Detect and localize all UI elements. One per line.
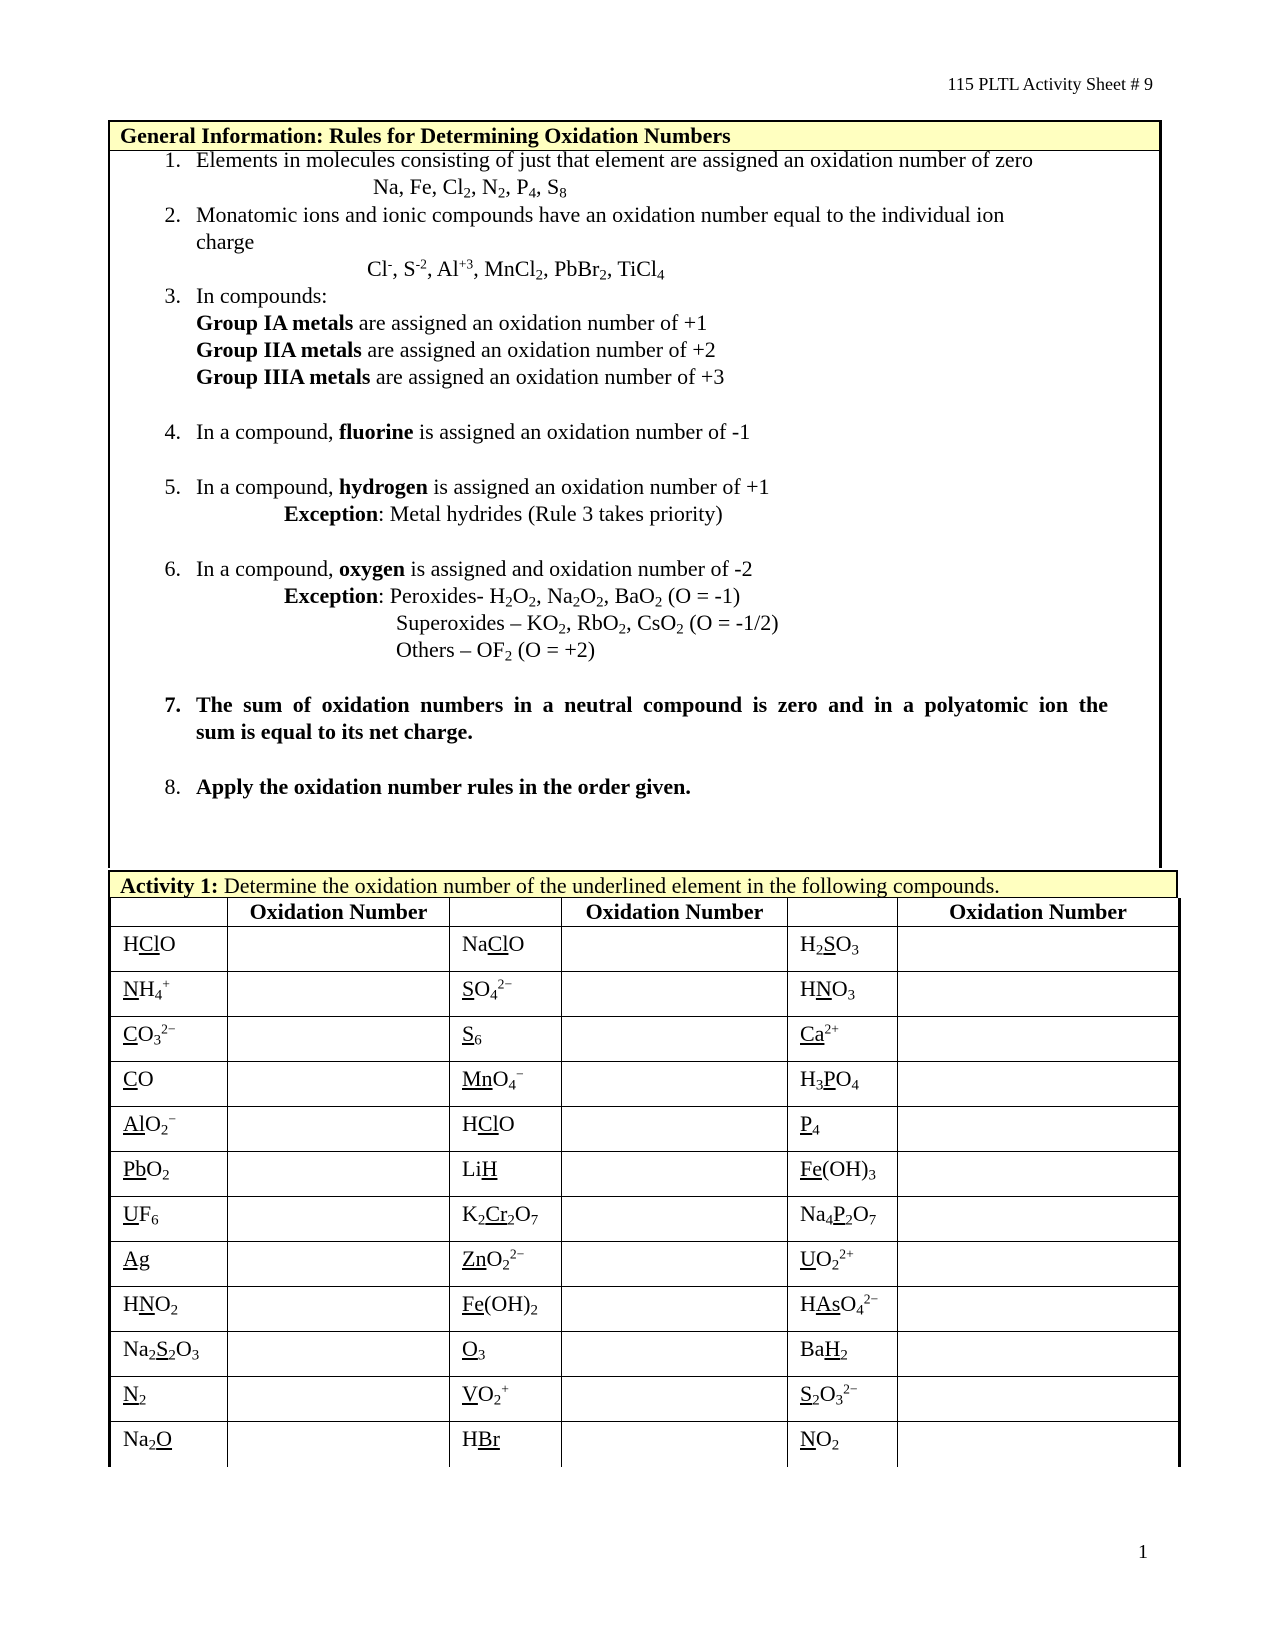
table-row — [110, 1422, 1180, 1467]
table-row — [110, 1107, 1180, 1152]
answer-cell[interactable] — [898, 1422, 1180, 1467]
activity-title: Activity 1: Determine the oxidation number of the underlined element in the following compounds. — [108, 870, 1178, 898]
column-header: Oxidation Number — [228, 898, 450, 927]
compound: $Ca^{2+}$ — [788, 1017, 898, 1062]
compound: HAsO$_4^{2-}$ — [788, 1287, 898, 1332]
answer-cell[interactable] — [898, 1287, 1180, 1332]
answer-cell[interactable] — [562, 1107, 788, 1152]
table-row — [110, 1017, 1180, 1062]
answer-cell[interactable] — [228, 1017, 450, 1062]
general-info-section: General Information: Rules for Determining Oxidation Numbers 1. Elements in molecules consisting of just that element are assigned an oxidation number of zero Na, Fe, $Cl_2$, $N_2$, $P_4$, $S_8$ 2. Monatomic ions and ionic compounds have an oxidation number equal to the individual ion charge Cl-, $S^{-2}$, $Al^{+3}$, MnCl$_2$, PbBr$_2$, TiCl$_4$ 3. In compounds: Group IA metals are assigned an oxidation number of +1 Group IIA metals are assigned an oxidation number of +2 Group IIIA metals are assigned an oxidation number of +3 4. In a compound, fluorine is assigned an oxidation number of -1 5. In a compound, hydrogen is assigned an oxidation number of +1 Exception: Metal hydrides (Rule 3 takes priority) 6. In a compound, oxygen is assigned and oxidation number of -2 Exception: Peroxides- $H_2O_2$, $Na_2O_2$, BaO$_2$ (O = -1) Superoxides – $KO_2$, RbO$_2$, CsO$_2$ (O = -1/2) Others – $OF_2$ (O = +2) 7. The sum of oxidation numbers in a neutral compound is zero and in a polyatomic ion the sum is equal to its net charge. 8. Apply the oxidation number rules in the order given. — [108, 120, 1162, 868]
answer-cell[interactable] — [228, 1242, 450, 1287]
answer-cell[interactable] — [898, 972, 1180, 1017]
table-row — [110, 972, 1180, 1017]
answer-cell[interactable] — [898, 1017, 1180, 1062]
answer-cell[interactable] — [562, 1242, 788, 1287]
compound: $Na_2S_2O_3$ — [110, 1332, 228, 1377]
table-row — [110, 927, 1180, 972]
answer-cell[interactable] — [562, 927, 788, 972]
compound: $K_2Cr_2O_7$ — [450, 1197, 562, 1242]
compound: PbO$_2$ — [110, 1152, 228, 1197]
compound: CO — [110, 1062, 228, 1107]
answer-cell[interactable] — [898, 1152, 1180, 1197]
answer-cell[interactable] — [228, 1062, 450, 1107]
answer-cell[interactable] — [228, 1422, 450, 1467]
answer-cell[interactable] — [562, 1332, 788, 1377]
compound: $S_6$ — [450, 1017, 562, 1062]
answer-cell[interactable] — [228, 972, 450, 1017]
compound: $N_2$ — [110, 1377, 228, 1422]
answer-cell[interactable] — [228, 927, 450, 972]
answer-cell[interactable] — [562, 1062, 788, 1107]
answer-cell[interactable] — [228, 1332, 450, 1377]
activity-table — [108, 898, 1181, 1467]
page-header: 115 PLTL Activity Sheet # 9 — [947, 74, 1153, 94]
compound: $UF_6$ — [110, 1197, 228, 1242]
answer-cell[interactable] — [562, 1422, 788, 1467]
compound: ZnO$_2^{2-}$ — [450, 1242, 562, 1287]
compound: $H_2SO_3$ — [788, 927, 898, 972]
compound: $CO_3^{2-}$ — [110, 1017, 228, 1062]
blank-header — [788, 898, 898, 927]
table-row — [110, 1332, 1180, 1377]
table-row — [110, 1242, 1180, 1287]
answer-cell[interactable] — [898, 1197, 1180, 1242]
compound: LiH — [450, 1152, 562, 1197]
answer-cell[interactable] — [228, 1287, 450, 1332]
page-number: 1 — [1138, 1541, 1148, 1563]
answer-cell[interactable] — [898, 1062, 1180, 1107]
answer-cell[interactable] — [898, 1332, 1180, 1377]
compound: Ag — [110, 1242, 228, 1287]
answer-cell[interactable] — [562, 1152, 788, 1197]
compound: $NH_4^+$ — [110, 972, 228, 1017]
compound: $Fe(OH)_3$ — [788, 1152, 898, 1197]
compound: $HNO_2$ — [110, 1287, 228, 1332]
compound: $NO_2$ — [788, 1422, 898, 1467]
general-info-title: General Information: Rules for Determining Oxidation Numbers — [110, 120, 1159, 151]
compound: $UO_2^{2+}$ — [788, 1242, 898, 1287]
column-header: Oxidation Number — [562, 898, 788, 927]
column-header: Oxidation Number — [898, 898, 1180, 927]
answer-cell[interactable] — [898, 927, 1180, 972]
compound: $VO_2^+$ — [450, 1377, 562, 1422]
compound: $HNO_3$ — [788, 972, 898, 1017]
compound: $P_4$ — [788, 1107, 898, 1152]
compound: $H_3PO_4$ — [788, 1062, 898, 1107]
answer-cell[interactable] — [228, 1197, 450, 1242]
answer-cell[interactable] — [898, 1377, 1180, 1422]
compound: BaH$_2$ — [788, 1332, 898, 1377]
blank-header — [110, 898, 228, 927]
answer-cell[interactable] — [562, 1017, 788, 1062]
answer-cell[interactable] — [898, 1107, 1180, 1152]
answer-cell[interactable] — [562, 1377, 788, 1422]
answer-cell[interactable] — [228, 1107, 450, 1152]
answer-cell[interactable] — [562, 1287, 788, 1332]
table-row — [110, 1152, 1180, 1197]
answer-cell[interactable] — [562, 972, 788, 1017]
compound: $S_2O_3^{2-}$ — [788, 1377, 898, 1422]
compound: MnO$_4$− — [450, 1062, 562, 1107]
answer-cell[interactable] — [228, 1377, 450, 1422]
table-row — [110, 1377, 1180, 1422]
compound: HClO — [450, 1107, 562, 1152]
compound: $Na_4P_2O_7$ — [788, 1197, 898, 1242]
answer-cell[interactable] — [562, 1197, 788, 1242]
compound: $Fe(OH)_2$ — [450, 1287, 562, 1332]
compound: NaClO — [450, 927, 562, 972]
compound: AlO$_2$− — [110, 1107, 228, 1152]
table-row — [110, 1287, 1180, 1332]
table-header-row — [110, 898, 1180, 927]
compound: HClO — [110, 927, 228, 972]
compound: $Na_2O$ — [110, 1422, 228, 1467]
table-row — [110, 1062, 1180, 1107]
answer-cell[interactable] — [228, 1152, 450, 1197]
answer-cell[interactable] — [898, 1242, 1180, 1287]
table-row — [110, 1197, 1180, 1242]
blank-header — [450, 898, 562, 927]
compound: $O_3$ — [450, 1332, 562, 1377]
compound: HBr — [450, 1422, 562, 1467]
compound: $SO_4^{2-}$ — [450, 972, 562, 1017]
